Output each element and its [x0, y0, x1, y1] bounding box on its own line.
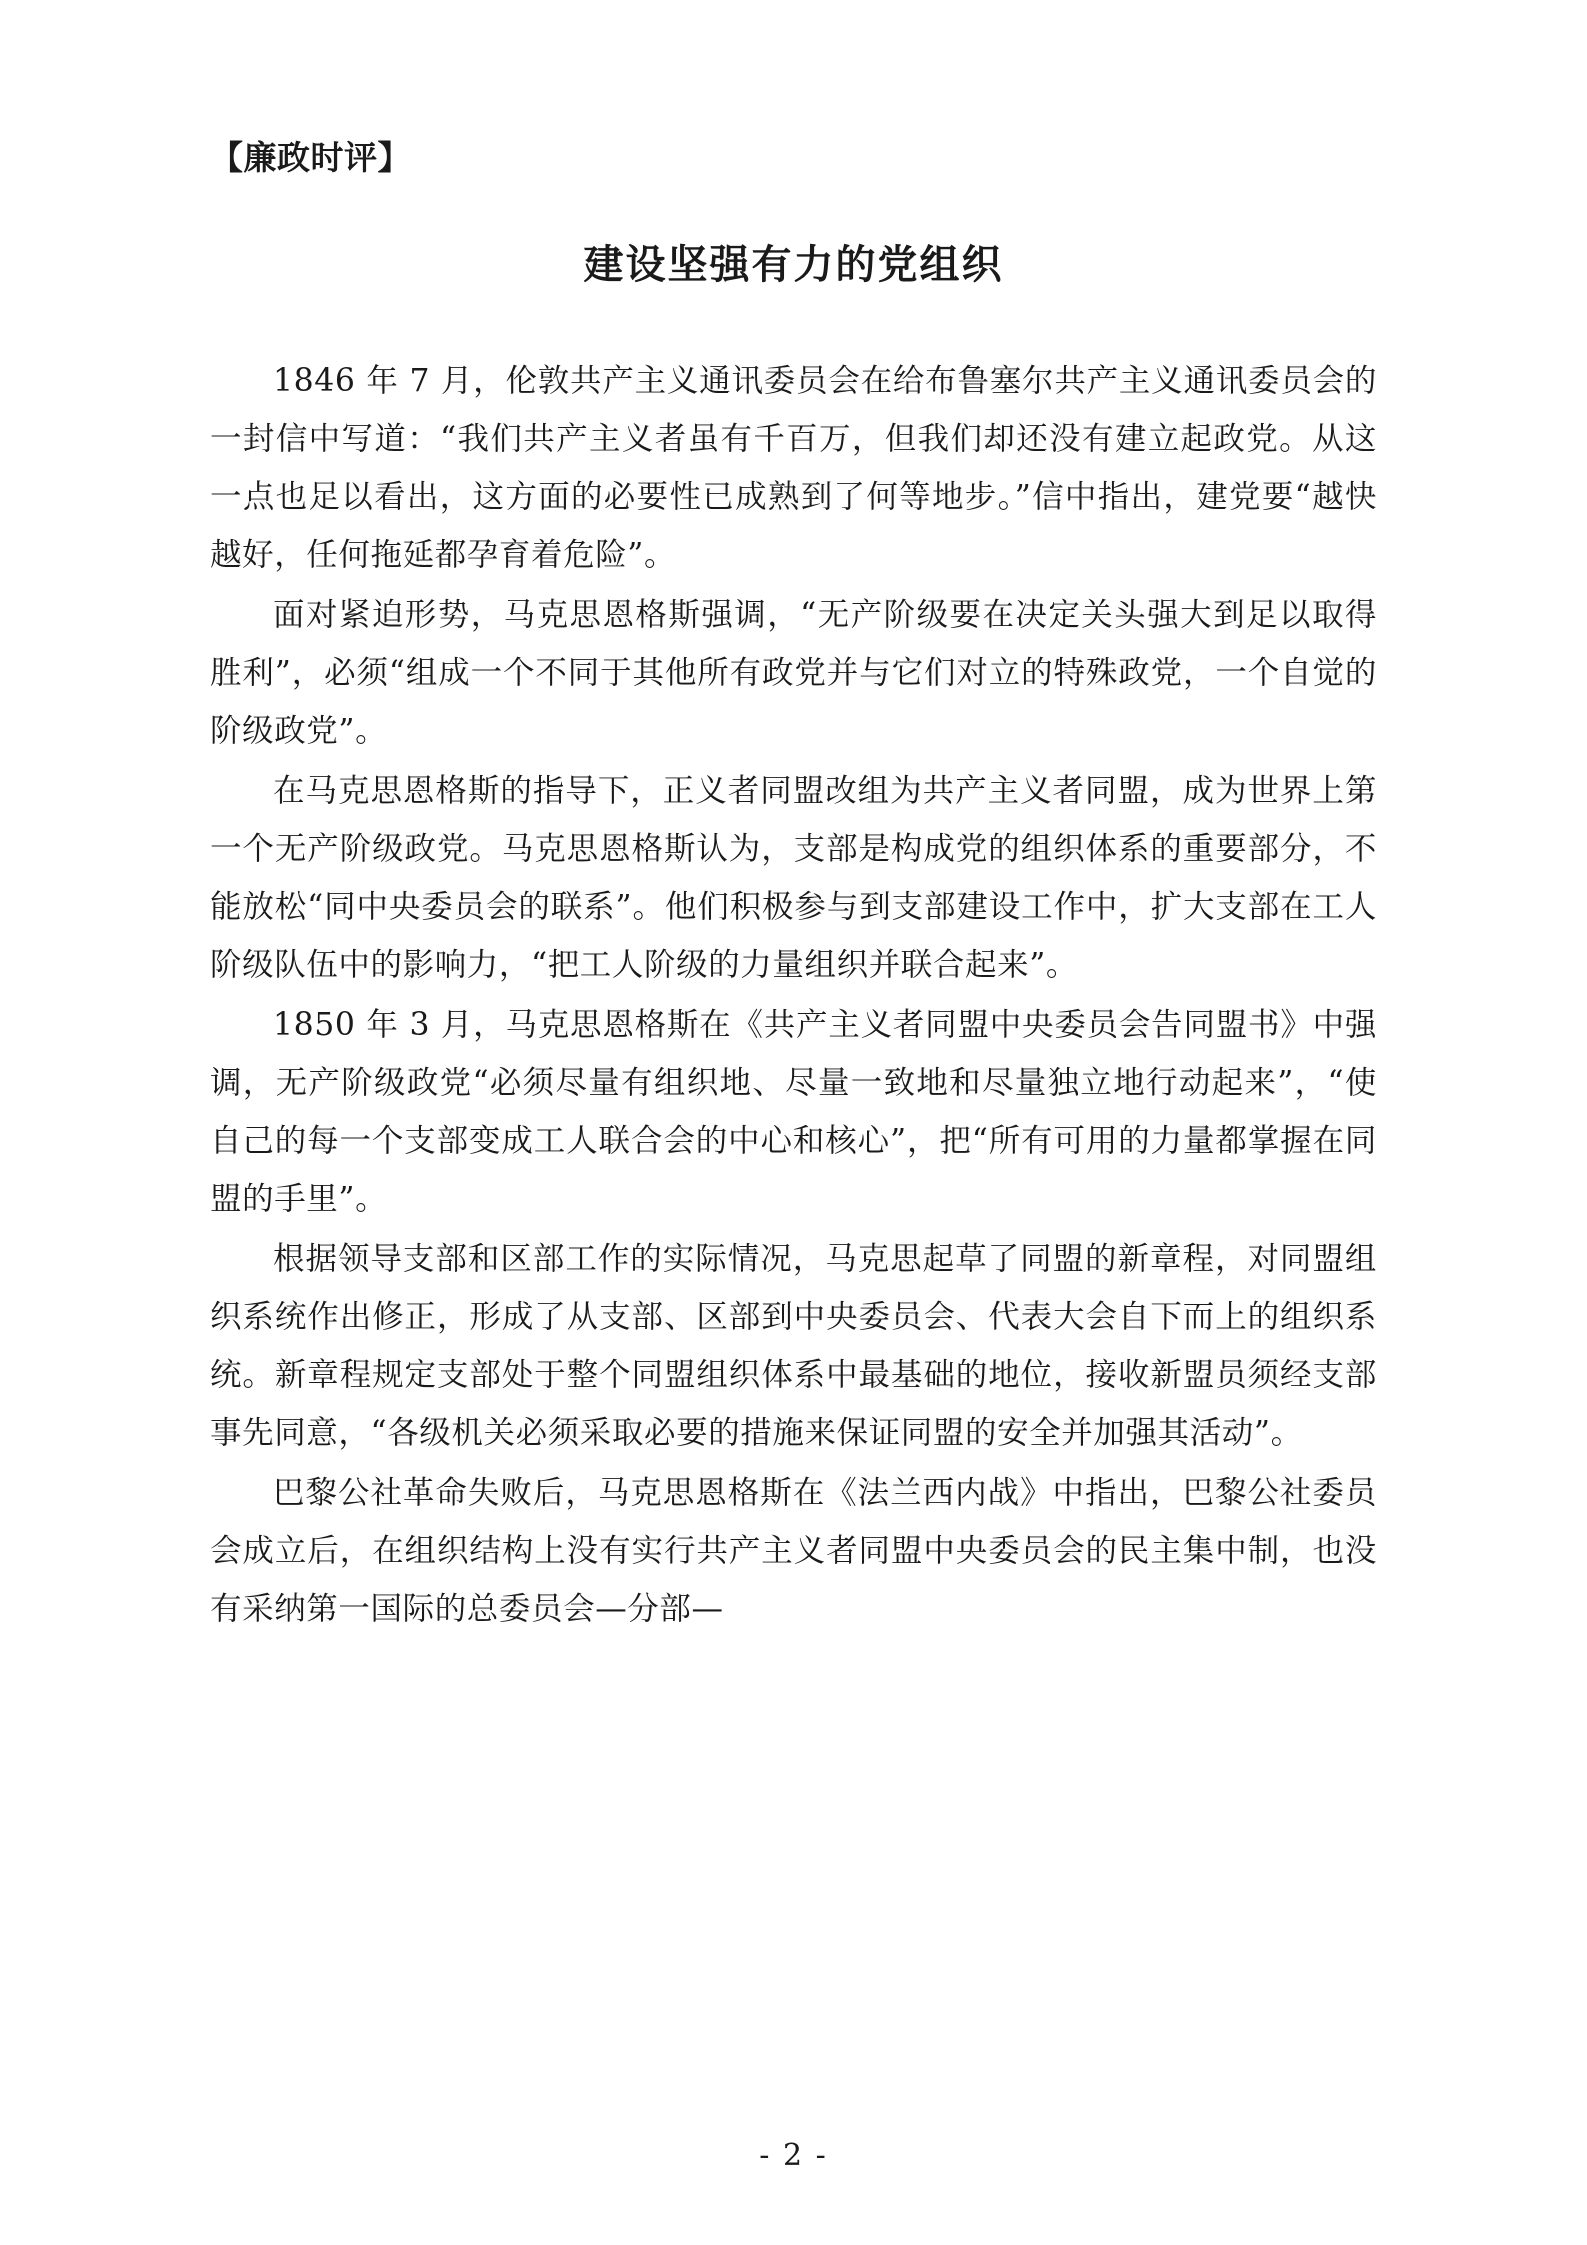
section-kicker: 【廉政时评】: [210, 138, 411, 177]
paragraph: 1850 年 3 月，马克思恩格斯在《共产主义者同盟中央委员会告同盟书》中强调，无产阶级政党“必须尽量有组织地、尽量一致地和尽量独立地行动起来”，“使自己的每一个支部变成工人联合会的中心和核心”，把“所有可用的力量都掌握在同盟的手里”。: [210, 1007, 1377, 1218]
document-body: [210, 352, 1377, 1638]
paragraph: 面对紧迫形势，马克思恩格斯强调，“无产阶级要在决定关头强大到足以取得胜利”，必须“组成一个不同于其他所有政党并与它们对立的特殊政党，一个自觉的阶级政党”。: [210, 597, 1377, 750]
paragraph: 根据领导支部和区部工作的实际情况，马克思起草了同盟的新章程，对同盟组织系统作出修正，形成了从支部、区部到中央委员会、代表大会自下而上的组织系统。新章程规定支部处于整个同盟组织体系中最基础的地位，接收新盟员须经支部事先同意，“各级机关必须采取必要的措施来保证同盟的安全并加强其活动”。: [210, 1241, 1377, 1452]
page-number: - 2 -: [759, 2138, 828, 2173]
paragraph: 巴黎公社革命失败后，马克思恩格斯在《法兰西内战》中指出，巴黎公社委员会成立后，在组织结构上没有实行共产主义者同盟中央委员会的民主集中制，也没有采纳第一国际的总委员会—分部—: [210, 1475, 1377, 1628]
paragraph: 在马克思恩格斯的指导下，正义者同盟改组为共产主义者同盟，成为世界上第一个无产阶级政党。马克思恩格斯认为，支部是构成党的组织体系的重要部分，不能放松“同中央委员会的联系”。他们积极参与到支部建设工作中，扩大支部在工人阶级队伍中的影响力，“把工人阶级的力量组织并联合起来”。: [210, 773, 1377, 984]
page-title: 建设坚强有力的党组织: [583, 241, 1004, 289]
paragraph: 1846 年 7 月，伦敦共产主义通讯委员会在给布鲁塞尔共产主义通讯委员会的一封信中写道：“我们共产主义者虽有千百万，但我们却还没有建立起政党。从这一点也足以看出，这方面的必要性已成熟到了何等地步。”信中指出，建党要“越快越好，任何拖延都孕育着危险”。: [210, 363, 1377, 574]
